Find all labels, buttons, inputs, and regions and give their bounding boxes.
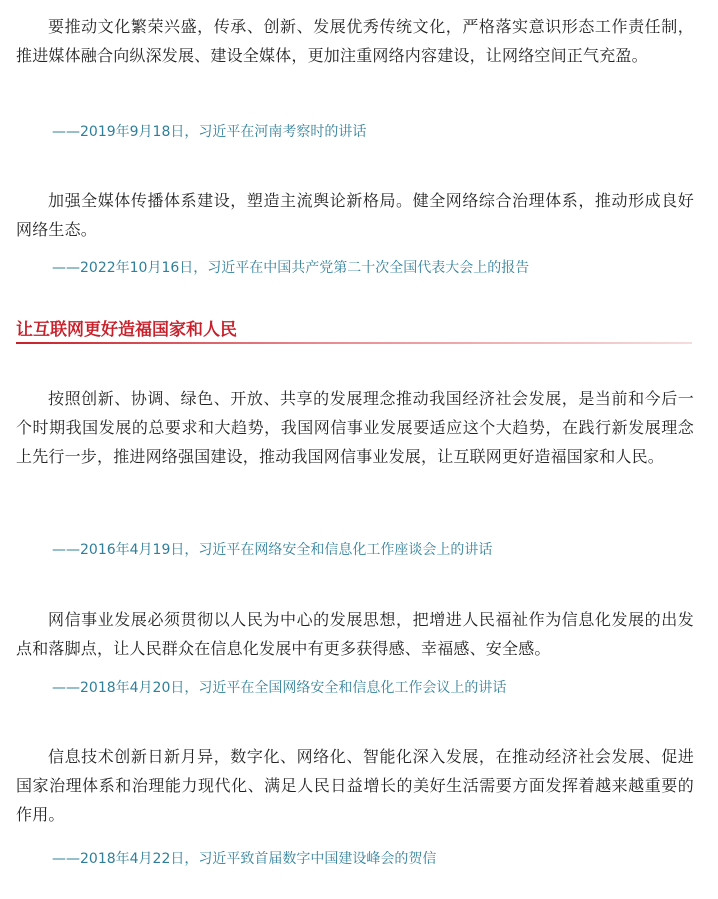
quote-paragraph: 加强全媒体传播体系建设，塑造主流舆论新格局。健全网络综合治理体系，推动形成良好网络生态。 — [16, 191, 694, 239]
quote-source: ——2016年4月19日，习近平在网络安全和信息化工作座谈会上的讲话 — [52, 542, 493, 558]
section-heading: 让互联网更好造福国家和人民 — [16, 320, 237, 340]
heading-underline — [16, 342, 692, 344]
quote-paragraph: 网信事业发展必须贯彻以人民为中心的发展思想，把增进人民福祉作为信息化发展的出发点和落脚点，让人民群众在信息化发展中有更多获得感、幸福感、安全感。 — [16, 610, 694, 658]
quote-source: ——2018年4月20日，习近平在全国网络安全和信息化工作会议上的讲话 — [52, 680, 507, 696]
quote-source: ——2022年10月16日，习近平在中国共产党第二十次全国代表大会上的报告 — [52, 260, 530, 276]
quote-paragraph: 按照创新、协调、绿色、开放、共享的发展理念推动我国经济社会发展，是当前和今后一个时期我国发展的总要求和大趋势，我国网信事业发展要适应这个大趋势，在践行新发展理念上先行一步，推进网络强国建设，推动我国网信事业发展，让互联网更好造福国家和人民。 — [16, 389, 694, 466]
quote-source: ——2018年4月22日，习近平致首届数字中国建设峰会的贺信 — [52, 851, 437, 867]
quote-paragraph: 信息技术创新日新月异，数字化、网络化、智能化深入发展，在推动经济社会发展、促进国家治理体系和治理能力现代化、满足人民日益增长的美好生活需要方面发挥着越来越重要的作用。 — [16, 747, 694, 824]
quote-paragraph: 要推动文化繁荣兴盛，传承、创新、发展优秀传统文化，严格落实意识形态工作责任制，推进媒体融合向纵深发展、建设全媒体，更加注重网络内容建设，让网络空间正气充盈。 — [16, 17, 694, 65]
quote-source: ——2019年9月18日，习近平在河南考察时的讲话 — [52, 124, 367, 140]
